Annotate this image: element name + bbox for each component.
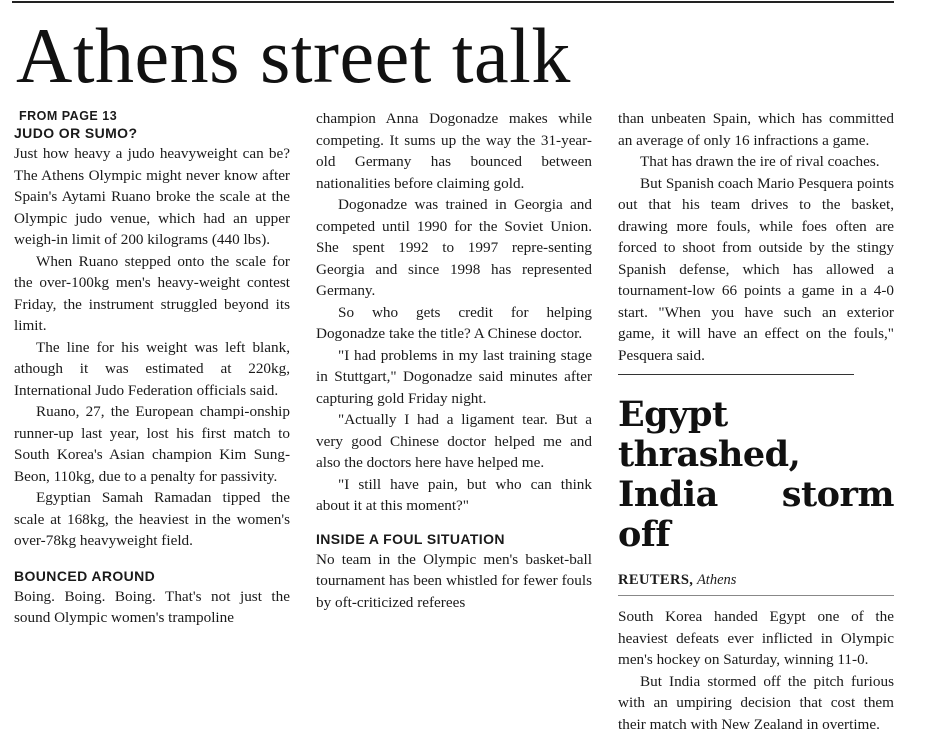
article-paragraph: champion Anna Dogonadze makes while competing. It sums up the way the 31-year-old Germany has bounced between nationalities before claiming gold. [316, 108, 592, 194]
article-paragraph: "I had problems in my last training stage in Stuttgart," Dogonadze said minutes after capturing gold Friday night. [316, 345, 592, 410]
article-paragraph: Dogonadze was trained in Georgia and competed until 1990 for the Soviet Union. She spent 1992 to 1997 repre-senting Georgia and since 1998 has represented Germany. [316, 194, 592, 302]
byline-rule [618, 595, 894, 596]
column-1 [14, 108, 290, 629]
article-paragraph: "I still have pain, but who can think about it at this moment?" [316, 474, 592, 517]
article-paragraph: That has drawn the ire of rival coaches. [618, 151, 894, 173]
story-headline: Egypt thrashed, India storm off [618, 395, 894, 555]
byline-place: Athens [697, 572, 736, 588]
page-jump-kicker: FROM PAGE 13 [19, 110, 290, 123]
article-paragraph: than unbeaten Spain, which has committed an average of only 16 infractions a game. [618, 108, 894, 151]
section-title-foul: INSIDE A FOUL SITUATION [316, 529, 592, 549]
top-rule [12, 1, 894, 3]
section-title-judo: JUDO OR SUMO? [14, 123, 290, 143]
article-paragraph: But India stormed off the pitch furious with an umpiring decision that cost them their match with New Zealand in overtime. [618, 671, 894, 735]
article-paragraph: The line for his weight was left blank, athough it was estimated at 220kg, International Judo Federation officials said. [14, 337, 290, 402]
column-3 [618, 108, 894, 735]
article-paragraph: Just how heavy a judo heavyweight can be? The Athens Olympic might never know after Spain's Aytami Ruano broke the scale at the Olympic judo venue, which had an upper weigh-in limit of 200 kilograms (440 lbs). [14, 143, 290, 251]
article-paragraph: But Spanish coach Mario Pesquera points out that his team drives to the basket, drawing more fouls, while foes often are forced to shoot from outside by the stingy Spanish defense, which has allowed a tournament-low 66 points a game in a 4-0 start. "When you have such an exterior game, it will have an effect on the fouls," Pesquera said. [618, 173, 894, 367]
article-paragraph: Ruano, 27, the European champi-onship runner-up last year, lost his first match to South Korea's Asian champion Kim Sung-Beon, 110kg, due to a penalty for passivity. [14, 401, 290, 487]
article-paragraph: So who gets credit for helping Dogonadze take the title? A Chinese doctor. [316, 302, 592, 345]
page-headline: Athens street talk [16, 8, 571, 104]
story-end-rule [618, 374, 854, 375]
article-paragraph: "Actually I had a ligament tear. But a very good Chinese doctor helped me and also the doctors here have helped me. [316, 409, 592, 474]
column-2 [316, 108, 592, 613]
byline [618, 571, 894, 589]
section-title-bounced: BOUNCED AROUND [14, 566, 290, 586]
article-paragraph: Egyptian Samah Ramadan tipped the scale at 168kg, the heaviest in the women's over-78kg heavyweight field. [14, 487, 290, 552]
byline-agency: REUTERS, [618, 572, 693, 588]
article-paragraph: No team in the Olympic men's basket-ball tournament has been whistled for fewer fouls by oft-criticized referees [316, 549, 592, 614]
article-paragraph: When Ruano stepped onto the scale for the over-100kg men's heavy-weight contest Friday, the instrument struggled beyond its limit. [14, 251, 290, 337]
article-paragraph: Boing. Boing. Boing. That's not just the sound Olympic women's trampoline [14, 586, 290, 629]
article-paragraph: South Korea handed Egypt one of the heaviest defeats ever inflicted in Olympic men's hockey on Saturday, winning 11-0. [618, 606, 894, 671]
